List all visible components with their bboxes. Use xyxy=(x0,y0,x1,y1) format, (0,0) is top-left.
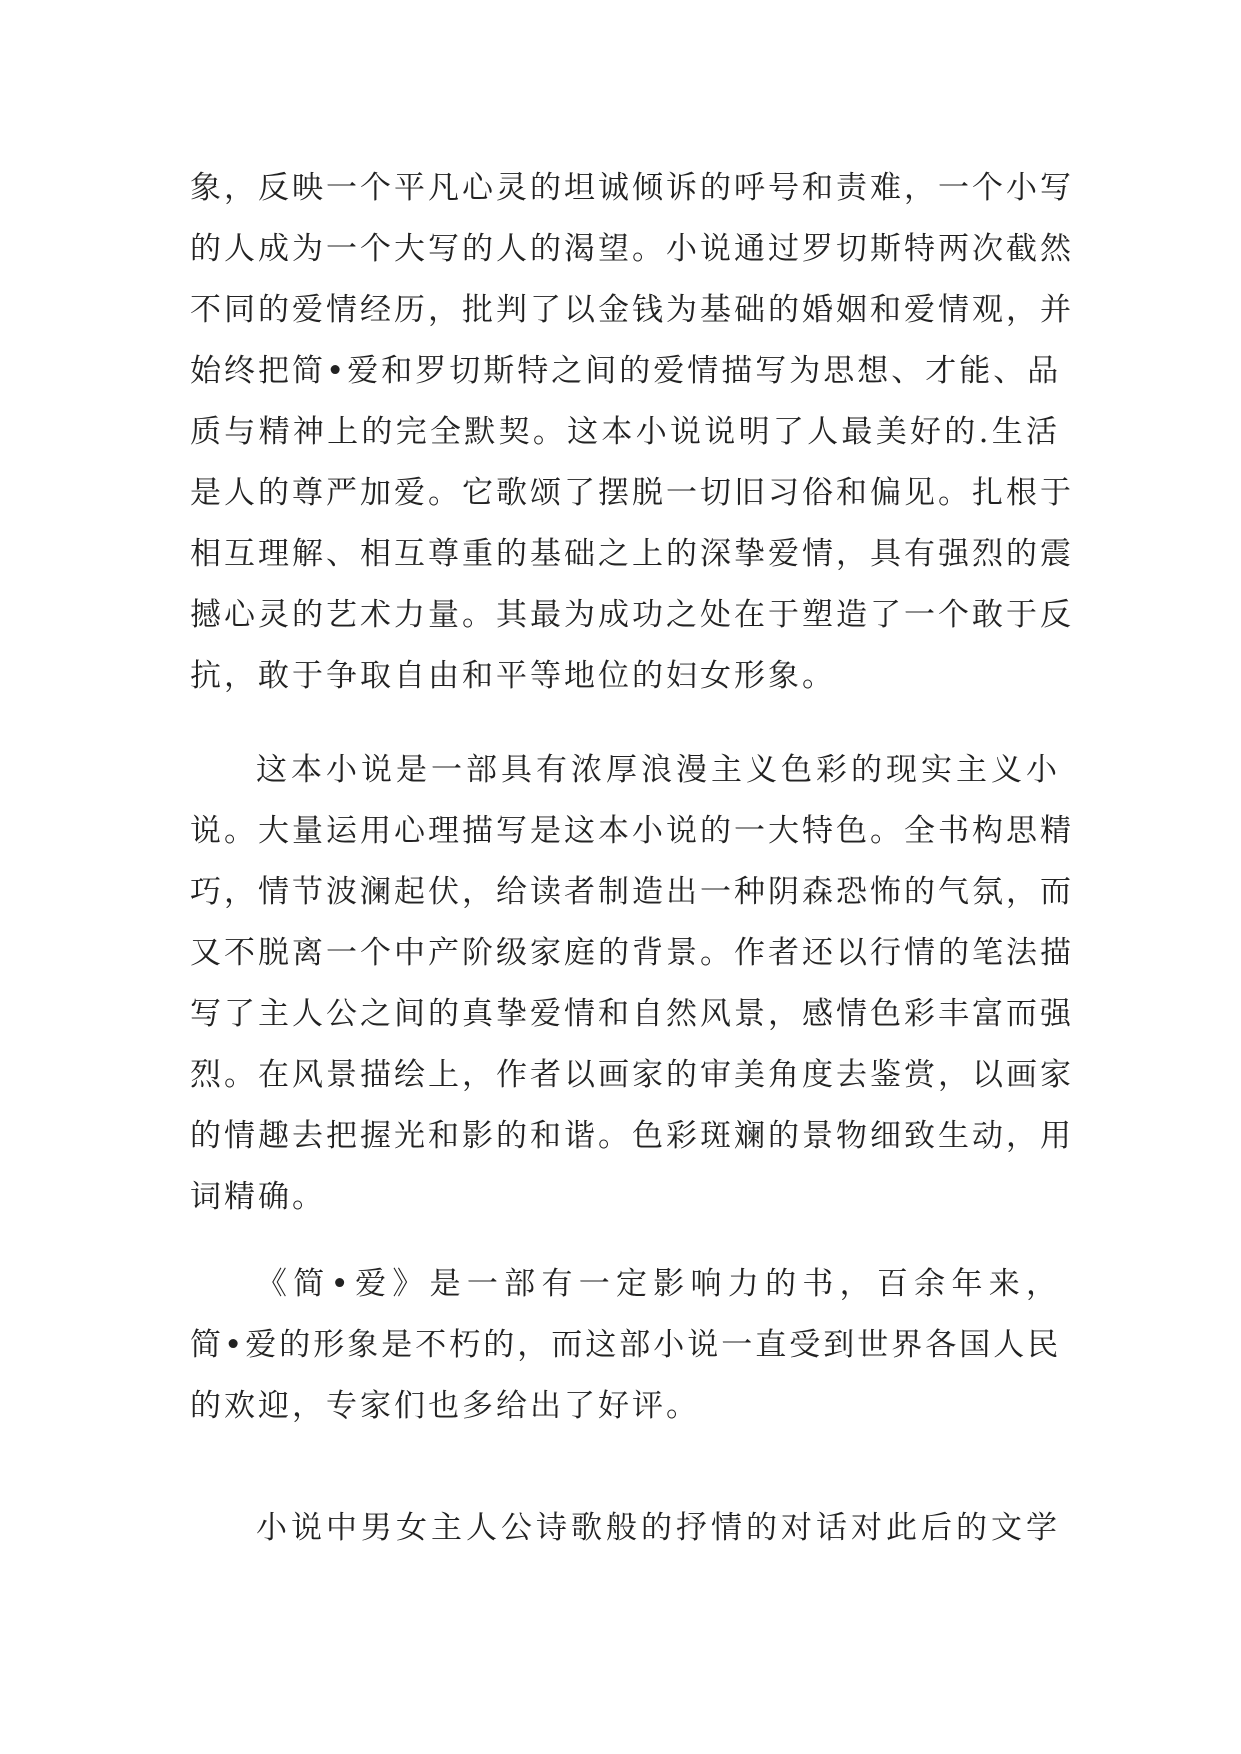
text-line: 写了主人公之间的真挚爱情和自然风景，感情色彩丰富而强 xyxy=(190,996,1074,1032)
text-line: 小说中男女主人公诗歌般的抒情的对话对此后的文学 xyxy=(256,1510,1060,1546)
paragraph xyxy=(190,158,1074,707)
paragraph xyxy=(190,1254,1060,1437)
text-line: 的人成为一个大写的人的渴望。小说通过罗切斯特两次截然 xyxy=(190,231,1074,267)
text-line: 象，反映一个平凡心灵的坦诚倾诉的呼号和责难，一个小写 xyxy=(190,170,1074,206)
text-line: 的情趣去把握光和影的和谐。色彩斑斓的景物细致生动，用 xyxy=(190,1118,1074,1154)
text-line: 质与精神上的完全默契。这本小说说明了人最美好的.生活 xyxy=(190,414,1060,450)
paragraph xyxy=(190,740,1074,1228)
text-line: 这本小说是一部具有浓厚浪漫主义色彩的现实主义小 xyxy=(256,752,1060,788)
text-line: 的欢迎，专家们也多给出了好评。 xyxy=(190,1388,700,1424)
text-line: 《简•爱》是一部有一定影响力的书，百余年来， xyxy=(256,1266,1060,1302)
text-line: 撼心灵的艺术力量。其最为成功之处在于塑造了一个敢于反 xyxy=(190,597,1074,633)
text-line: 词精确。 xyxy=(190,1179,326,1215)
text-line: 说。大量运用心理描写是这本小说的一大特色。全书构思精 xyxy=(190,813,1074,849)
text-line: 烈。在风景描绘上，作者以画家的审美角度去鉴赏，以画家 xyxy=(190,1057,1074,1093)
paragraph xyxy=(190,1498,1060,1559)
text-line: 是人的尊严加爱。它歌颂了摆脱一切旧习俗和偏见。扎根于 xyxy=(190,475,1074,511)
text-line: 始终把简•爱和罗切斯特之间的爱情描写为思想、才能、品 xyxy=(190,353,1062,389)
text-line: 又不脱离一个中产阶级家庭的背景。作者还以行情的笔法描 xyxy=(190,935,1074,971)
text-line: 巧，情节波澜起伏，给读者制造出一种阴森恐怖的气氛，而 xyxy=(190,874,1074,910)
text-line: 相互理解、相互尊重的基础之上的深挚爱情，具有强烈的震 xyxy=(190,536,1074,572)
text-line: 抗，敢于争取自由和平等地位的妇女形象。 xyxy=(190,658,836,694)
text-line: 不同的爱情经历，批判了以金钱为基础的婚姻和爱情观，并 xyxy=(190,292,1074,328)
text-line: 简•爱的形象是不朽的，而这部小说一直受到世界各国人民 xyxy=(190,1327,1062,1363)
